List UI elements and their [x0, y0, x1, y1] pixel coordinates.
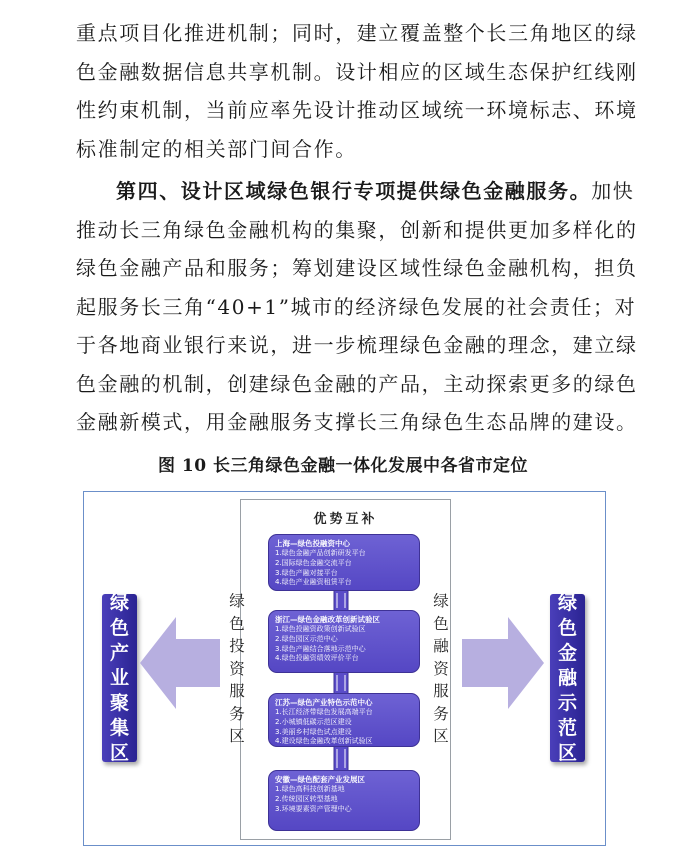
region-item: 2.小城镇低碳示范区建设 [275, 717, 352, 726]
region-title: 安徽—绿色配套产业发展区 [275, 775, 365, 784]
side-block-label: 绿色产业聚集区 [109, 591, 129, 764]
text-line-lead [76, 172, 635, 211]
investment-service-zone-label: 绿色投资服务区 [229, 592, 245, 745]
right-arrow-icon [462, 617, 544, 709]
region-item: 2.国际绿色金融交流平台 [275, 558, 352, 567]
text-line: 绿色金融产品和服务；筹划建设区域性绿色金融机构，担负 [76, 256, 638, 280]
text-line: 色金融的机制，创建绿色金融的产品，主动探索更多的绿色 [76, 371, 638, 396]
section-heading: 第四、设计区域绿色银行专项提供绿色金融服务。 [116, 179, 592, 203]
text-line: 推动长三角绿色金融机构的集聚，创新和提供更加多样化的 [76, 217, 638, 242]
region-box-shanghai [268, 534, 420, 591]
region-item: 1.绿色高科技创新基地 [275, 785, 345, 793]
region-item: 2.传统园区转型基地 [275, 794, 338, 803]
region-item: 3.绿色产融结合落地示范中心 [275, 644, 366, 653]
region-item: 4.建设绿色金融改革创新试验区 [275, 737, 373, 746]
connector-icon [332, 746, 350, 771]
side-block-label: 绿色金融示范区 [557, 591, 577, 764]
body-paragraph-2 [76, 172, 638, 442]
region-item: 3.绿色产融对接平台 [275, 568, 338, 577]
connector-icon [332, 672, 350, 694]
region-title: 上海—绿色投融资中心 [275, 539, 350, 548]
text-line: 重点项目化推进机制；同时，建立覆盖整个长三角地区的绿 [76, 21, 638, 45]
region-item: 1.绿色金融产品创新研发平台 [275, 549, 366, 557]
connector-icon [332, 590, 350, 611]
figure-caption: 图 10 长三角绿色金融一体化发展中各省市定位 [158, 456, 528, 476]
center-panel [240, 499, 451, 840]
text-line: 色金融数据信息共享机制。设计相应的区域生态保护红线刚 [76, 59, 638, 84]
text-line: 起服务长三角“40+1”城市的经济绿色发展的社会责任；对 [76, 294, 637, 319]
center-title: 优势互补 [313, 512, 378, 527]
region-item: 4.绿色产业融资租赁平台 [275, 578, 352, 587]
region-item: 3.环境要素资产管理中心 [275, 804, 352, 813]
region-item: 3.美丽乡村绿色试点建设 [275, 727, 352, 736]
lead-text: 加快 [591, 179, 635, 203]
region-box-jiangsu [268, 693, 420, 747]
body-paragraph-1 [76, 14, 638, 168]
text-line: 于各地商业银行来说，进一步梳理绿色金融的理念，建立绿 [76, 333, 638, 357]
text-line: 性约束机制，当前应率先设计推动区域统一环境标志、环境 [76, 98, 638, 122]
text-line: 金融新模式，用金融服务支撑长三角绿色生态品牌的建设。 [76, 410, 638, 434]
region-title: 浙江—绿色金融改革创新试验区 [275, 615, 380, 624]
region-item: 4.绿色投融资绩效评价平台 [275, 654, 359, 663]
region-item: 1.绿色投融资政策创新试验区 [275, 625, 366, 633]
side-block-finance-demo [550, 591, 585, 764]
region-title: 江苏—绿色产业特色示范中心 [275, 698, 373, 707]
left-arrow-icon [140, 617, 220, 709]
figure-diagram [83, 491, 606, 846]
region-item: 1.长江经济带绿色发展高端平台 [275, 708, 373, 716]
region-box-zhejiang [268, 610, 420, 673]
side-block-industry-cluster [102, 591, 137, 764]
region-box-anhui [268, 770, 420, 831]
financing-service-zone-label: 绿色融资服务区 [433, 592, 449, 745]
text-line: 标准制定的相关部门间合作。 [76, 136, 357, 161]
region-item: 2.绿色园区示范中心 [275, 634, 338, 643]
